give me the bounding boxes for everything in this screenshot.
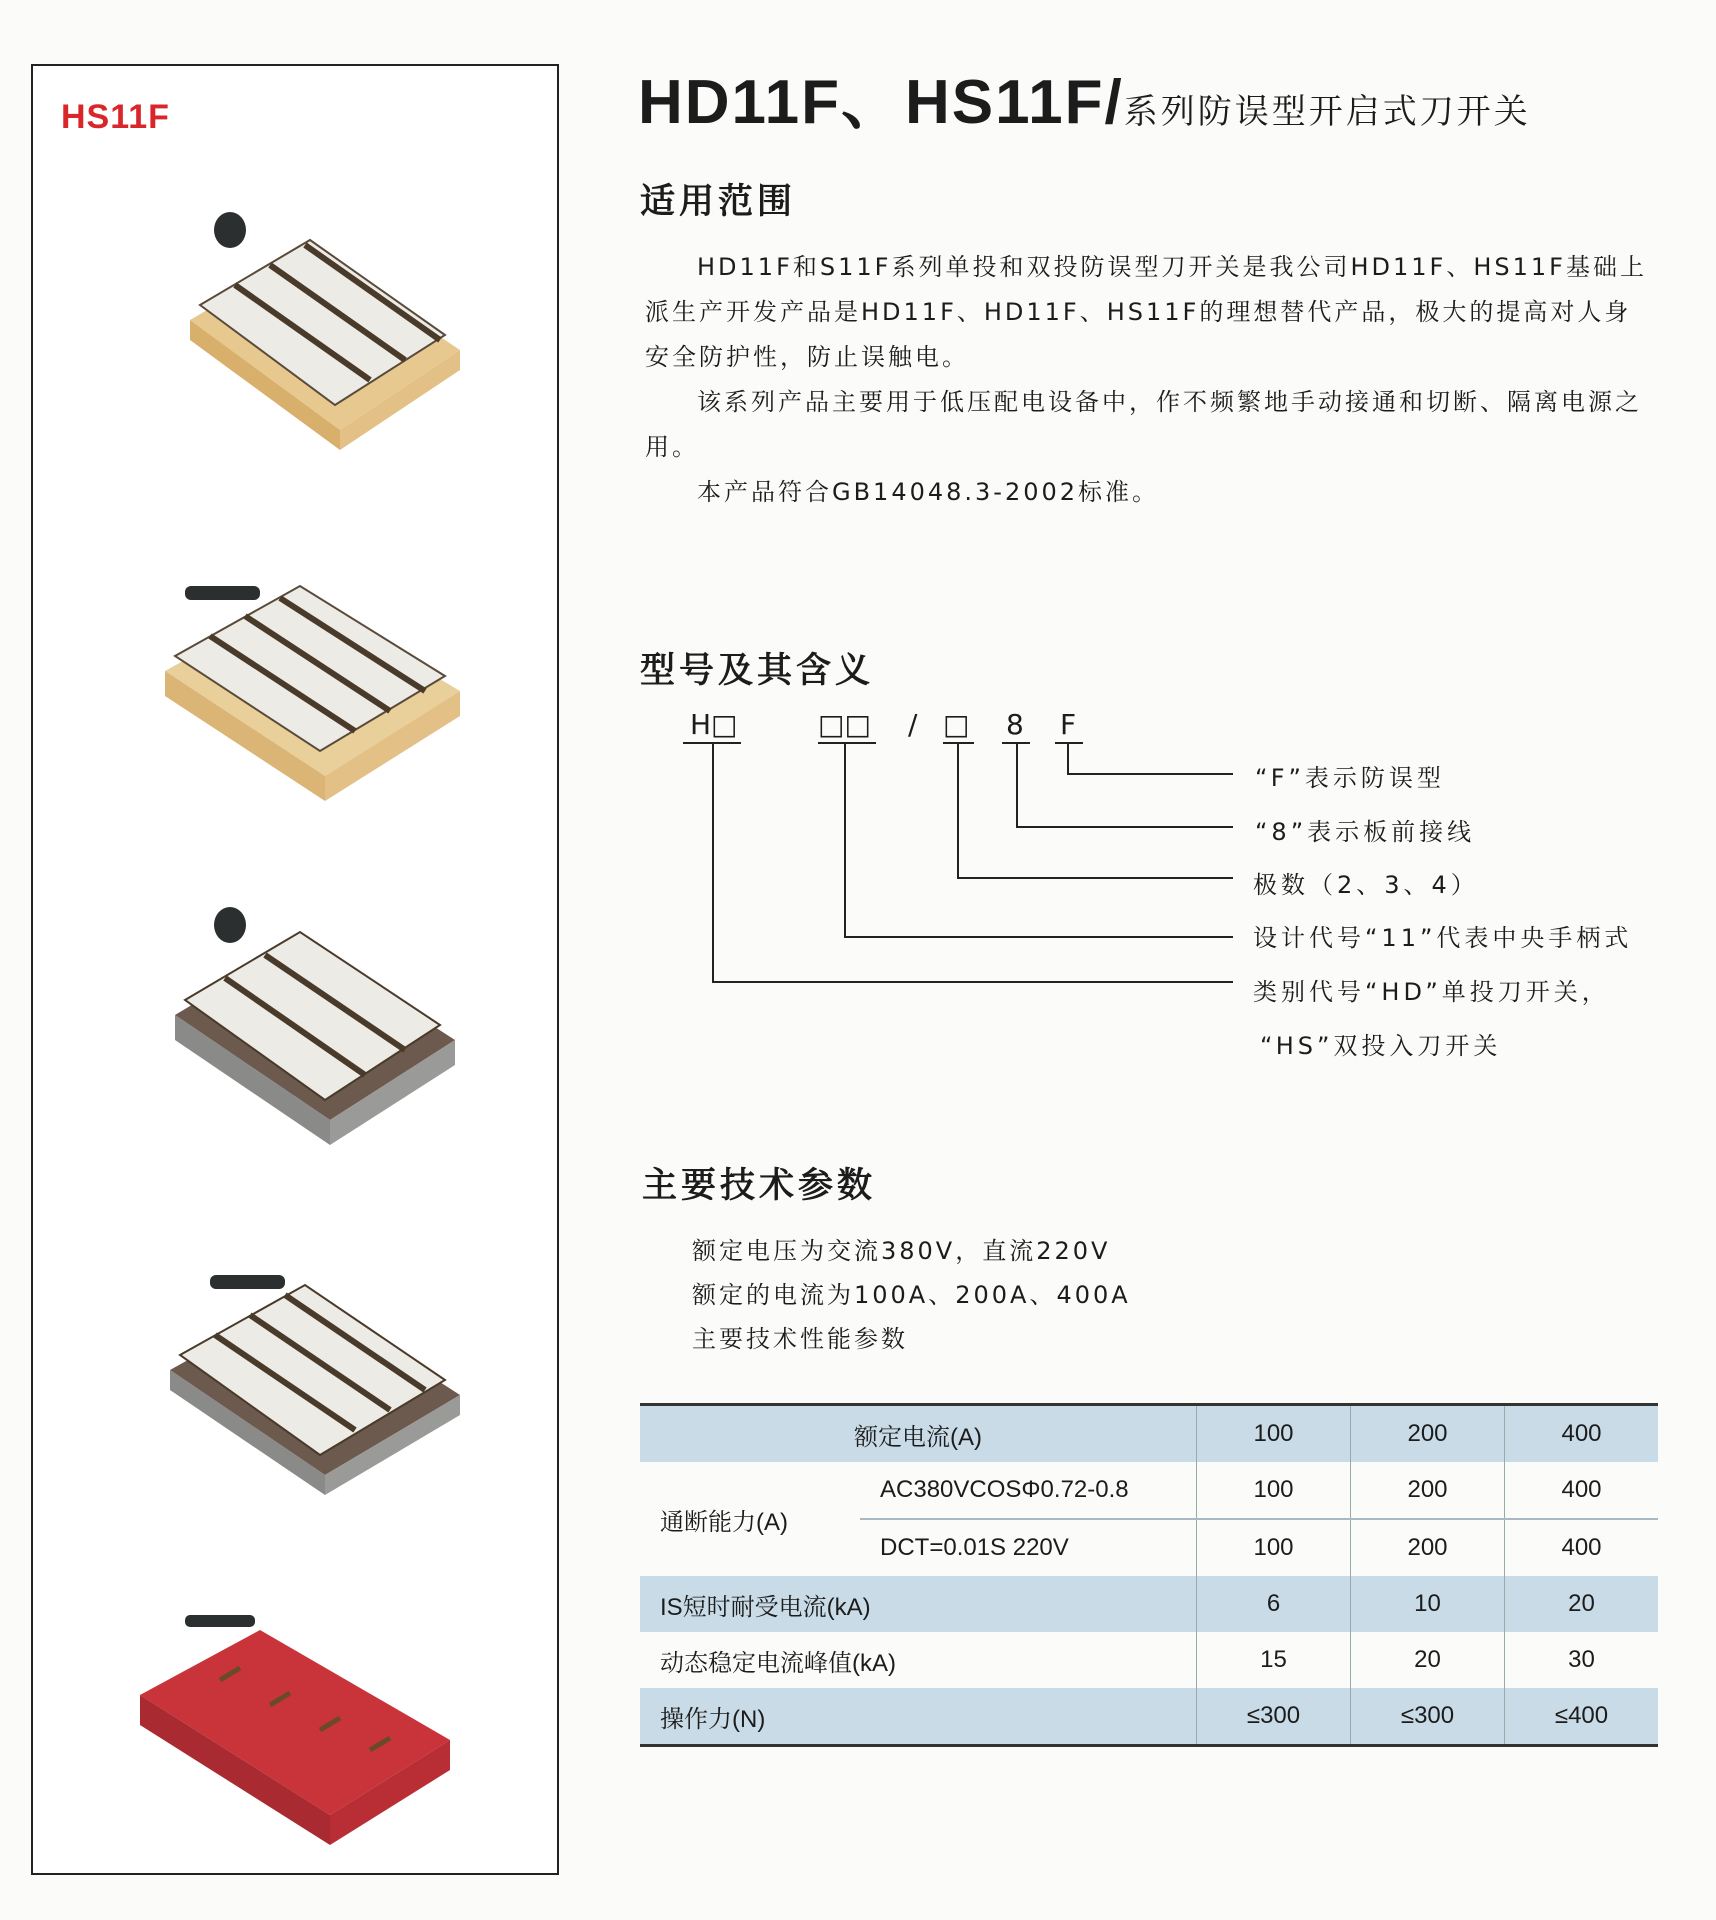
spec-line: 额定的电流为100A、200A、400A <box>692 1281 1131 1309</box>
scope-paragraph: 本产品符合GB14048.3-2002标准。 <box>697 478 1160 506</box>
meaning-8: “8”表示板前接线 <box>1255 818 1476 846</box>
table-condition: AC380VCOSΦ0.72-0.8 <box>860 1462 1197 1519</box>
product-image-4 <box>140 1245 480 1505</box>
table-row <box>640 1576 1658 1632</box>
table-cell: 100 <box>1197 1519 1351 1576</box>
table-cell: 10 <box>1351 1576 1505 1632</box>
table-cell: 100 <box>1197 1405 1351 1463</box>
table-cell: ≤400 <box>1505 1688 1659 1746</box>
table-cell: 200 <box>1351 1462 1505 1519</box>
table-cell: 20 <box>1505 1576 1659 1632</box>
model-code-slash: / <box>908 708 918 741</box>
table-cell: 400 <box>1505 1519 1659 1576</box>
table-row-label: 操作力(N) <box>640 1688 1197 1746</box>
section-heading-model: 型号及其含义 <box>640 651 875 691</box>
model-code-f: F <box>1060 708 1077 741</box>
product-image-5 <box>140 1600 480 1860</box>
table-row <box>640 1462 1658 1519</box>
page-title-sub: 系列防误型开启式刀开关 <box>1123 92 1531 132</box>
scope-paragraph: HD11F和S11F系列单投和双投防误型刀开关是我公司HD11F、HS11F基础上派生产开发产品是HD11F、HD11F、HS11F的理想替代产品，极大的提高对人身安全防护性，防止误触电。 <box>645 253 1647 371</box>
meaning-category-hs: “HS”双投入刀开关 <box>1260 1032 1502 1060</box>
meaning-design: 设计代号“11”代表中央手柄式 <box>1253 924 1633 952</box>
table-cell: 400 <box>1505 1462 1659 1519</box>
table-row <box>640 1632 1658 1688</box>
table-row-label: 通断能力(A) <box>660 1508 788 1536</box>
model-code-h: H□ <box>690 708 738 741</box>
scope-paragraph: 该系列产品主要用于低压配电设备中，作不频繁地手动接通和切断、隔离电源之用。 <box>645 388 1642 461</box>
specs-lines <box>692 1229 1131 1361</box>
spec-line: 额定电压为交流380V，直流220V <box>692 1237 1111 1265</box>
product-series-label: HS11F <box>61 98 170 136</box>
table-cell: 6 <box>1197 1576 1351 1632</box>
meaning-f: “F”表示防误型 <box>1255 764 1445 792</box>
table-cell: ≤300 <box>1351 1688 1505 1746</box>
table-row-label: 动态稳定电流峰值(kA) <box>660 1649 896 1677</box>
model-code-8: 8 <box>1006 708 1024 741</box>
meaning-poles: 极数（2、3、4） <box>1253 871 1479 899</box>
model-code-poles: □ <box>943 708 970 741</box>
table-header-row <box>640 1405 1658 1463</box>
page-title-main: HD11F、HS11F/ <box>638 68 1124 137</box>
section-heading-scope: 适用范围 <box>640 182 797 222</box>
meaning-category: 类别代号“HD”单投刀开关， <box>1253 978 1610 1006</box>
table-cell: 15 <box>1197 1632 1351 1688</box>
model-code-design: □□ <box>818 708 871 741</box>
spec-table <box>640 1403 1658 1747</box>
section-heading-specs: 主要技术参数 <box>642 1166 877 1206</box>
spec-line: 主要技术性能参数 <box>692 1325 908 1353</box>
table-row <box>640 1688 1658 1746</box>
table-cell: 200 <box>1351 1405 1505 1463</box>
table-cell: 30 <box>1505 1632 1659 1688</box>
table-cell: 20 <box>1351 1632 1505 1688</box>
table-cell: 200 <box>1351 1519 1505 1576</box>
table-header-label: 额定电流(A) <box>640 1405 1197 1463</box>
table-cell: ≤300 <box>1197 1688 1351 1746</box>
table-condition: DCT=0.01S 220V <box>880 1534 1069 1561</box>
table-row-label: IS短时耐受电流(kA) <box>640 1576 1197 1632</box>
table-cell: 100 <box>1197 1462 1351 1519</box>
table-cell: 400 <box>1505 1405 1659 1463</box>
